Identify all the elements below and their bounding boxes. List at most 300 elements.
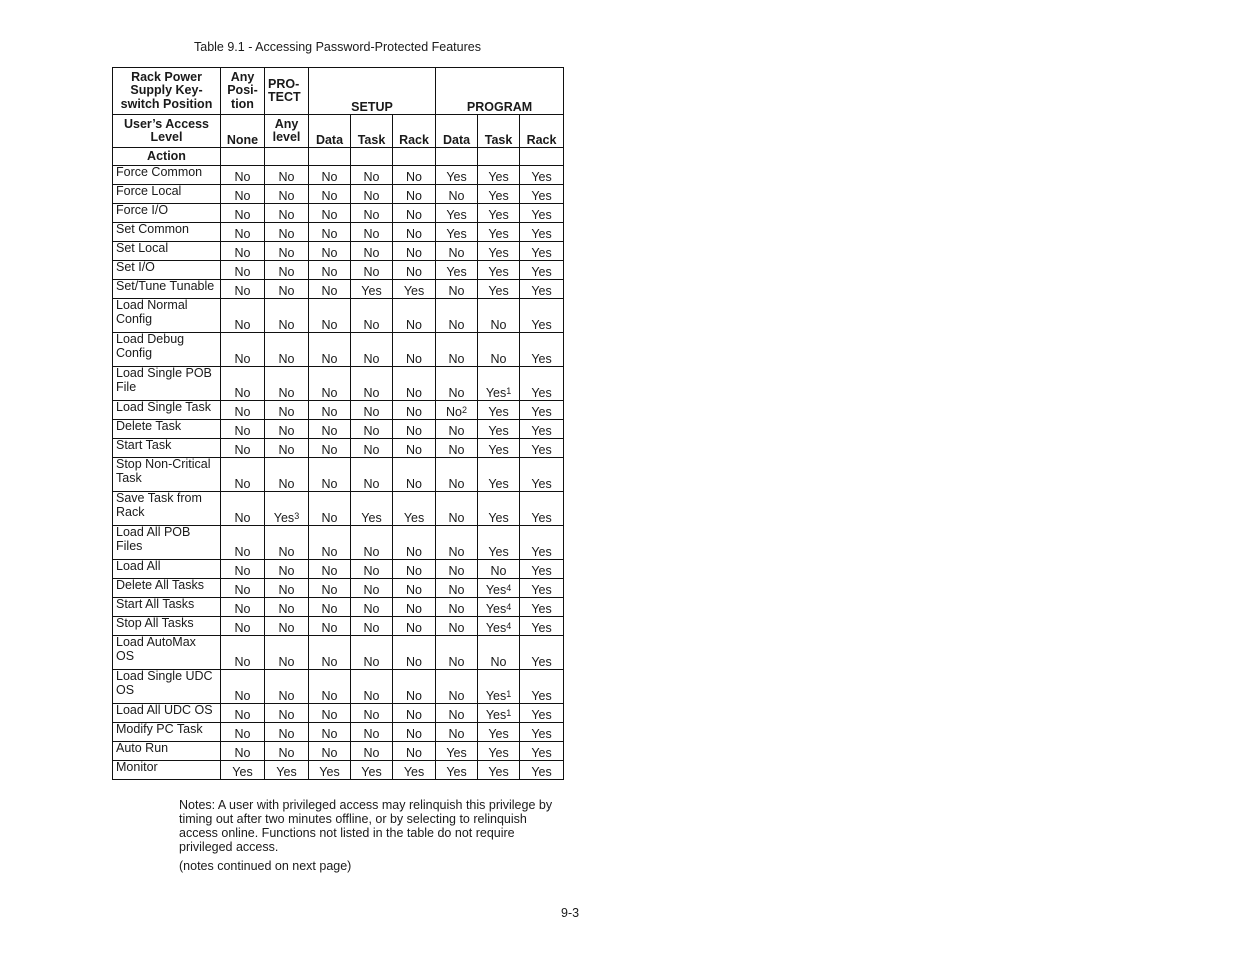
table-row bbox=[113, 204, 564, 223]
footnote-marker: 2 bbox=[462, 404, 468, 415]
permission-value: No bbox=[406, 563, 422, 578]
permission-cell bbox=[351, 223, 393, 242]
permission-value: No bbox=[363, 442, 380, 457]
permission-value: No bbox=[448, 601, 465, 616]
permission-cell bbox=[478, 704, 520, 723]
table-row bbox=[113, 439, 564, 458]
permission-value: No bbox=[490, 654, 507, 669]
permission-value: Yes bbox=[531, 317, 552, 332]
permission-value: No bbox=[278, 188, 295, 203]
permission-cell bbox=[221, 333, 265, 367]
permission-value: No bbox=[448, 245, 465, 260]
permission-cell bbox=[351, 598, 393, 617]
permission-cell bbox=[520, 458, 564, 492]
permission-cell bbox=[436, 185, 478, 204]
permission-cell bbox=[520, 367, 564, 401]
permission-value: No bbox=[363, 745, 380, 760]
permission-cell bbox=[221, 242, 265, 261]
permission-cell bbox=[221, 166, 265, 185]
permission-cell bbox=[478, 526, 520, 560]
permission-cell bbox=[520, 492, 564, 526]
permission-cell bbox=[436, 242, 478, 261]
permission-cell bbox=[309, 761, 351, 780]
permission-value: No bbox=[321, 207, 338, 222]
action-cell: Save Task from Rack bbox=[113, 492, 221, 526]
permission-value: Yes bbox=[361, 764, 382, 779]
permission-cell bbox=[520, 333, 564, 367]
permission-cell bbox=[520, 420, 564, 439]
permission-value: No bbox=[278, 476, 295, 491]
permission-cell bbox=[265, 636, 309, 670]
permission-value: No bbox=[363, 707, 380, 722]
permission-value: No bbox=[448, 188, 465, 203]
permission-value: Yes bbox=[488, 283, 509, 298]
permission-value: No bbox=[321, 404, 338, 419]
permission-cell bbox=[265, 492, 309, 526]
permission-cell bbox=[351, 579, 393, 598]
permission-cell bbox=[265, 439, 309, 458]
permission-value: Yes bbox=[488, 476, 509, 491]
permission-value: No bbox=[234, 582, 251, 597]
permission-value: Yes bbox=[488, 745, 509, 760]
permission-value: No bbox=[234, 688, 251, 703]
permission-cell bbox=[265, 299, 309, 333]
permission-cell bbox=[265, 723, 309, 742]
permission-cell bbox=[436, 401, 478, 420]
permission-cell bbox=[520, 761, 564, 780]
permission-cell bbox=[265, 458, 309, 492]
permission-value: No bbox=[363, 404, 380, 419]
permission-cell bbox=[478, 560, 520, 579]
permission-cell bbox=[265, 526, 309, 560]
permission-cell bbox=[265, 742, 309, 761]
table-row bbox=[113, 166, 564, 185]
table-row bbox=[113, 420, 564, 439]
permission-value: No bbox=[278, 707, 295, 722]
permission-value: No bbox=[278, 726, 295, 741]
permission-cell bbox=[221, 439, 265, 458]
permission-cell bbox=[351, 280, 393, 299]
permission-value: No bbox=[448, 317, 465, 332]
permission-value: Yes bbox=[361, 283, 382, 298]
permission-cell bbox=[351, 636, 393, 670]
permission-cell bbox=[309, 636, 351, 670]
permission-value: No bbox=[321, 544, 338, 559]
permission-value: No bbox=[321, 601, 338, 616]
permission-cell bbox=[520, 742, 564, 761]
permission-cell bbox=[520, 280, 564, 299]
permission-value: No bbox=[234, 544, 251, 559]
permission-cell bbox=[436, 761, 478, 780]
permission-cell bbox=[520, 299, 564, 333]
permission-cell bbox=[309, 492, 351, 526]
any-position-header: Any Posi- tion bbox=[221, 68, 265, 115]
permission-value: Yes bbox=[531, 510, 552, 525]
table-row bbox=[113, 704, 564, 723]
permission-cell bbox=[351, 458, 393, 492]
action-cell: Auto Run bbox=[113, 742, 221, 761]
permission-value: No bbox=[278, 245, 295, 260]
permission-cell bbox=[221, 636, 265, 670]
permission-value: No bbox=[448, 707, 465, 722]
permission-value: No bbox=[278, 544, 295, 559]
permission-cell bbox=[221, 670, 265, 704]
permission-value: Yes bbox=[531, 169, 552, 184]
permission-value: No bbox=[278, 620, 295, 635]
table-row bbox=[113, 761, 564, 780]
permission-cell bbox=[351, 333, 393, 367]
permission-cell bbox=[478, 223, 520, 242]
permission-cell bbox=[478, 761, 520, 780]
permission-value: No bbox=[406, 207, 422, 222]
permission-cell bbox=[309, 204, 351, 223]
permission-value: Yes bbox=[488, 169, 509, 184]
permission-value: No bbox=[234, 351, 251, 366]
permission-cell bbox=[221, 261, 265, 280]
permission-cell bbox=[520, 723, 564, 742]
table-row bbox=[113, 299, 564, 333]
permission-value: Yes bbox=[488, 226, 509, 241]
permission-value: No bbox=[446, 404, 463, 419]
permission-value: No bbox=[448, 582, 465, 597]
permission-cell bbox=[520, 670, 564, 704]
permission-cell bbox=[265, 420, 309, 439]
permission-cell bbox=[265, 280, 309, 299]
permission-cell bbox=[436, 670, 478, 704]
permission-cell bbox=[436, 439, 478, 458]
permission-cell bbox=[520, 223, 564, 242]
table-row bbox=[113, 185, 564, 204]
permission-value: No bbox=[448, 563, 465, 578]
permission-cell bbox=[478, 742, 520, 761]
permission-value: No bbox=[321, 510, 338, 525]
permission-cell bbox=[221, 401, 265, 420]
table-row bbox=[113, 280, 564, 299]
permission-cell bbox=[478, 367, 520, 401]
permission-cell bbox=[351, 204, 393, 223]
permission-cell bbox=[393, 299, 436, 333]
action-cell: Load All UDC OS bbox=[113, 704, 221, 723]
permission-cell bbox=[393, 636, 436, 670]
table-row bbox=[113, 261, 564, 280]
permission-cell bbox=[309, 401, 351, 420]
permission-cell bbox=[221, 560, 265, 579]
permission-cell bbox=[351, 166, 393, 185]
table-row bbox=[113, 492, 564, 526]
permission-cell bbox=[478, 185, 520, 204]
permission-cell bbox=[393, 704, 436, 723]
permission-value: No bbox=[363, 188, 380, 203]
permission-value: No bbox=[406, 726, 422, 741]
permission-cell bbox=[520, 439, 564, 458]
action-cell: Load AutoMax OS bbox=[113, 636, 221, 670]
permission-cell bbox=[520, 579, 564, 598]
action-cell: Load Single Task bbox=[113, 401, 221, 420]
permission-value: No bbox=[406, 317, 422, 332]
permission-value: Yes bbox=[531, 726, 552, 741]
permission-value: No bbox=[321, 688, 338, 703]
permission-value: No bbox=[490, 317, 507, 332]
permission-value: No bbox=[406, 385, 422, 400]
action-cell: Set/Tune Tunable bbox=[113, 280, 221, 299]
permission-cell bbox=[520, 636, 564, 670]
permission-cell bbox=[520, 204, 564, 223]
permission-cell bbox=[351, 742, 393, 761]
action-cell: Start Task bbox=[113, 439, 221, 458]
footnote-marker: 4 bbox=[506, 601, 512, 612]
permission-cell bbox=[436, 223, 478, 242]
permission-cell bbox=[393, 617, 436, 636]
permission-value: No bbox=[278, 745, 295, 760]
permission-cell bbox=[221, 598, 265, 617]
permission-value: No bbox=[321, 188, 338, 203]
permission-value: No bbox=[406, 442, 422, 457]
header-row-access-level bbox=[113, 115, 564, 148]
action-cell: Delete All Tasks bbox=[113, 579, 221, 598]
permission-value: Yes bbox=[361, 510, 382, 525]
permission-value: No bbox=[448, 620, 465, 635]
permission-value: Yes bbox=[531, 688, 552, 703]
permission-value: Yes bbox=[485, 601, 507, 616]
permission-value: No bbox=[321, 620, 338, 635]
permission-value: Yes bbox=[446, 207, 467, 222]
permission-cell bbox=[478, 458, 520, 492]
permission-value: No bbox=[406, 582, 422, 597]
permission-value: Yes bbox=[446, 264, 467, 279]
permission-cell bbox=[309, 704, 351, 723]
permission-value: No bbox=[321, 582, 338, 597]
permission-value: No bbox=[490, 351, 507, 366]
permission-value: No bbox=[406, 423, 422, 438]
permission-cell bbox=[478, 242, 520, 261]
action-cell: Force Common bbox=[113, 166, 221, 185]
permission-cell bbox=[393, 670, 436, 704]
permission-cell bbox=[478, 420, 520, 439]
permission-value: No bbox=[406, 264, 422, 279]
permission-cell bbox=[520, 704, 564, 723]
permission-value: Yes bbox=[531, 476, 552, 491]
permission-value: Yes bbox=[531, 654, 552, 669]
action-cell: Load All bbox=[113, 560, 221, 579]
permission-value: No bbox=[234, 726, 251, 741]
permission-value: Yes bbox=[446, 745, 467, 760]
permission-value: Yes bbox=[485, 707, 507, 722]
permission-cell bbox=[393, 242, 436, 261]
permission-value: Yes bbox=[485, 385, 507, 400]
permission-cell bbox=[478, 636, 520, 670]
permission-cell bbox=[520, 598, 564, 617]
permission-value: No bbox=[448, 688, 465, 703]
table-row bbox=[113, 670, 564, 704]
permission-cell bbox=[351, 761, 393, 780]
permission-cell bbox=[351, 299, 393, 333]
permission-cell bbox=[436, 367, 478, 401]
table-row bbox=[113, 458, 564, 492]
permission-value: No bbox=[448, 726, 465, 741]
action-cell: Stop All Tasks bbox=[113, 617, 221, 636]
permission-value: Yes bbox=[273, 510, 295, 525]
permission-value: Yes bbox=[488, 726, 509, 741]
action-cell: Force Local bbox=[113, 185, 221, 204]
permission-cell bbox=[309, 742, 351, 761]
permission-cell bbox=[393, 560, 436, 579]
permission-value: Yes bbox=[531, 745, 552, 760]
permission-cell bbox=[436, 299, 478, 333]
permission-cell bbox=[478, 333, 520, 367]
header-row-keyswitch bbox=[113, 68, 564, 115]
permission-cell bbox=[309, 670, 351, 704]
permission-cell bbox=[351, 401, 393, 420]
access-level-header: User’s Access Level bbox=[113, 115, 221, 148]
permission-value: No bbox=[321, 563, 338, 578]
permission-value: No bbox=[448, 351, 465, 366]
permission-cell bbox=[309, 617, 351, 636]
permission-cell bbox=[265, 223, 309, 242]
table-caption: Table 9.1 - Accessing Password-Protected Features bbox=[194, 40, 481, 54]
permission-cell bbox=[436, 723, 478, 742]
permission-value: No bbox=[406, 188, 422, 203]
permission-cell bbox=[221, 617, 265, 636]
permission-cell bbox=[436, 333, 478, 367]
permission-value: No bbox=[321, 476, 338, 491]
permission-value: No bbox=[278, 207, 295, 222]
permission-value: No bbox=[363, 476, 380, 491]
permission-cell bbox=[436, 204, 478, 223]
action-cell: Monitor bbox=[113, 761, 221, 780]
permission-value: No bbox=[278, 563, 295, 578]
permission-value: No bbox=[278, 582, 295, 597]
permission-cell bbox=[478, 299, 520, 333]
permission-cell bbox=[221, 723, 265, 742]
permission-cell bbox=[436, 166, 478, 185]
permission-cell bbox=[351, 723, 393, 742]
permission-cell bbox=[221, 185, 265, 204]
permission-value: No bbox=[234, 423, 251, 438]
permission-cell bbox=[265, 166, 309, 185]
permission-cell bbox=[265, 333, 309, 367]
permission-cell bbox=[520, 166, 564, 185]
permission-value: Yes bbox=[403, 283, 425, 298]
permission-cell bbox=[309, 420, 351, 439]
table-row bbox=[113, 401, 564, 420]
permission-value: No bbox=[321, 317, 338, 332]
footnote-marker: 1 bbox=[506, 707, 512, 718]
permission-value: No bbox=[278, 601, 295, 616]
permission-cell bbox=[436, 560, 478, 579]
permission-value: Yes bbox=[531, 601, 552, 616]
permission-value: No bbox=[406, 476, 422, 491]
level-setup-data: Data bbox=[309, 115, 351, 148]
permission-cell bbox=[265, 579, 309, 598]
permission-value: No bbox=[234, 385, 251, 400]
permission-value: No bbox=[406, 544, 422, 559]
permission-value: Yes bbox=[276, 764, 297, 779]
permissions-table bbox=[112, 67, 564, 780]
permission-cell bbox=[393, 439, 436, 458]
permission-cell bbox=[436, 617, 478, 636]
permission-cell bbox=[393, 526, 436, 560]
permission-cell bbox=[393, 579, 436, 598]
permission-value: No bbox=[321, 351, 338, 366]
permission-cell bbox=[436, 579, 478, 598]
permission-cell bbox=[393, 185, 436, 204]
footnote-marker: 4 bbox=[506, 620, 512, 631]
permission-value: Yes bbox=[531, 544, 552, 559]
permission-cell bbox=[436, 742, 478, 761]
permission-value: Yes bbox=[531, 385, 552, 400]
action-cell: Force I/O bbox=[113, 204, 221, 223]
permission-value: Yes bbox=[488, 245, 509, 260]
permission-value: No bbox=[448, 476, 465, 491]
permission-cell bbox=[393, 401, 436, 420]
permission-value: No bbox=[363, 688, 380, 703]
permission-value: No bbox=[321, 283, 338, 298]
table-row bbox=[113, 742, 564, 761]
permission-cell bbox=[309, 723, 351, 742]
permission-cell bbox=[221, 761, 265, 780]
permission-cell bbox=[221, 742, 265, 761]
action-cell: Load Single UDC OS bbox=[113, 670, 221, 704]
footnote-marker: 3 bbox=[294, 510, 300, 521]
permission-cell bbox=[393, 261, 436, 280]
permission-value: No bbox=[321, 226, 338, 241]
level-none: None bbox=[221, 115, 265, 148]
permission-value: Yes bbox=[531, 423, 552, 438]
permission-cell bbox=[265, 261, 309, 280]
permission-value: Yes bbox=[531, 351, 552, 366]
permission-cell bbox=[309, 526, 351, 560]
permission-cell bbox=[351, 242, 393, 261]
permission-cell bbox=[478, 723, 520, 742]
permission-value: No bbox=[234, 620, 251, 635]
permission-value: Yes bbox=[446, 169, 467, 184]
permission-value: Yes bbox=[531, 707, 552, 722]
header-row-action bbox=[113, 148, 564, 166]
table-row bbox=[113, 723, 564, 742]
level-setup-rack: Rack bbox=[393, 115, 436, 148]
action-cell: Modify PC Task bbox=[113, 723, 221, 742]
action-cell: Load Debug Config bbox=[113, 333, 221, 367]
permission-value: No bbox=[363, 620, 380, 635]
permission-value: No bbox=[448, 283, 465, 298]
permission-cell bbox=[436, 704, 478, 723]
permission-value: No bbox=[448, 423, 465, 438]
permission-cell bbox=[351, 367, 393, 401]
permission-value: No bbox=[406, 745, 422, 760]
table-row bbox=[113, 617, 564, 636]
permission-value: Yes bbox=[319, 764, 340, 779]
action-cell: Load Normal Config bbox=[113, 299, 221, 333]
permission-value: No bbox=[321, 654, 338, 669]
permission-value: Yes bbox=[488, 264, 509, 279]
permission-cell bbox=[265, 670, 309, 704]
permission-value: No bbox=[363, 582, 380, 597]
permission-cell bbox=[221, 223, 265, 242]
permission-value: No bbox=[363, 385, 380, 400]
permission-cell bbox=[309, 458, 351, 492]
permission-value: No bbox=[278, 404, 295, 419]
permission-cell bbox=[265, 704, 309, 723]
footnote-marker: 4 bbox=[506, 582, 512, 593]
permission-cell bbox=[265, 617, 309, 636]
permission-cell bbox=[265, 367, 309, 401]
permission-value: Yes bbox=[531, 404, 552, 419]
permission-value: Yes bbox=[403, 510, 425, 525]
permission-cell bbox=[393, 223, 436, 242]
permission-value: Yes bbox=[531, 582, 552, 597]
permission-value: Yes bbox=[531, 188, 552, 203]
permission-cell bbox=[351, 420, 393, 439]
